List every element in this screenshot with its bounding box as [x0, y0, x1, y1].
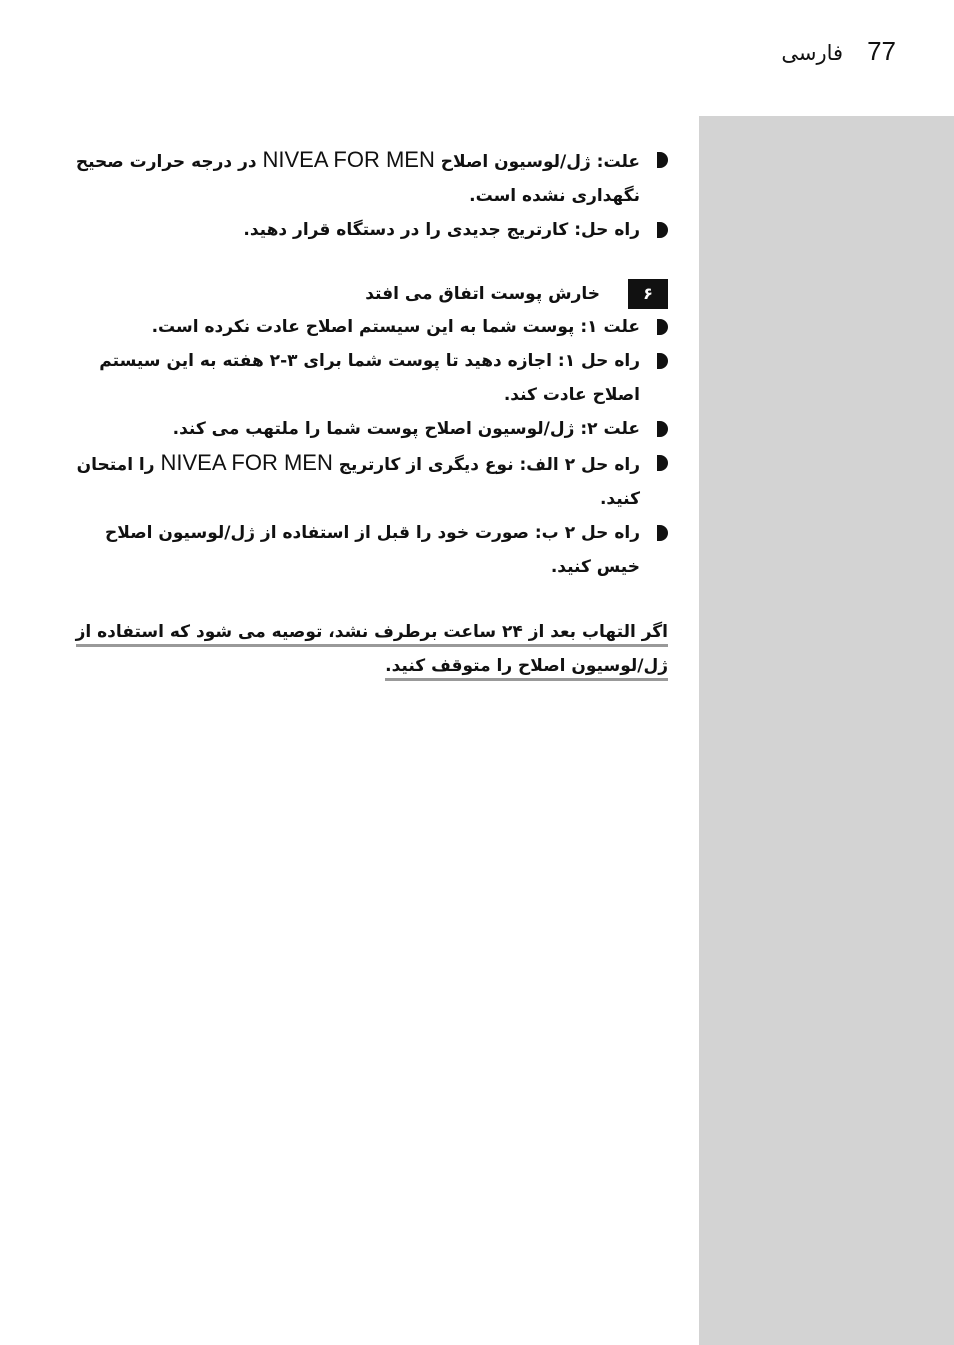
side-panel: [699, 116, 954, 1345]
bullet-icon: [657, 455, 668, 471]
bullet-icon: [657, 319, 668, 335]
solution-text: راه حل ۲ الف: نوع دیگری از کارتریج: [338, 455, 640, 475]
bullet-icon: [657, 525, 668, 541]
list-item: [68, 446, 668, 516]
block-storage: [68, 143, 668, 247]
cause-text: علت ۱: پوست شما به این سیستم اصلاح عادت نکرده است.: [151, 317, 640, 337]
solution-text-cont: را امتحان کنید.: [76, 455, 640, 509]
list-item: [68, 213, 668, 247]
solution-text: راه حل: کارتریج جدیدی را در دستگاه قرار دهید.: [243, 220, 640, 240]
brand-name: NIVEA FOR MEN: [160, 450, 333, 475]
section-6: [68, 278, 668, 584]
page-number: 77: [867, 36, 896, 66]
section-header: [68, 278, 668, 310]
bullet-icon: [657, 222, 668, 238]
solution-text: راه حل ۲ ب: صورت خود را قبل از استفاده از ژل/لوسیون اصلاح خیس کنید.: [105, 523, 640, 577]
cause-text-cont: در درجه حرارت صحیح نگهداری نشده است.: [75, 152, 640, 206]
bullet-icon: [657, 152, 668, 168]
list-item: [68, 344, 668, 412]
page-language: فارسی: [781, 41, 844, 65]
bullet-icon: [657, 421, 668, 437]
bullet-icon: [657, 353, 668, 369]
list-item: [68, 143, 668, 213]
list-item: [68, 310, 668, 344]
cause-text: علت ۲: ژل/لوسیون اصلاح پوست شما را ملتهب می کند.: [172, 419, 640, 439]
page-header: [781, 36, 896, 67]
section-number: ۶: [628, 279, 668, 309]
cause-text: علت: ژل/لوسیون اصلاح: [440, 152, 640, 172]
brand-name: NIVEA FOR MEN: [262, 147, 435, 172]
solution-text: راه حل ۱: اجازه دهید تا پوست شما برای ۳-۲ هفته به این سیستم اصلاح عادت کند.: [99, 351, 640, 405]
warning-text: اگر التهاب بعد از ۲۴ ساعت برطرف نشد، توصیه می شود که استفاده از ژل/لوسیون اصلاح را متوقف کنید.: [76, 622, 668, 681]
section-title: خارش پوست اتفاق می افتد: [365, 284, 600, 304]
list-item: [68, 516, 668, 584]
list-item: [68, 412, 668, 446]
warning-note: [68, 615, 668, 683]
